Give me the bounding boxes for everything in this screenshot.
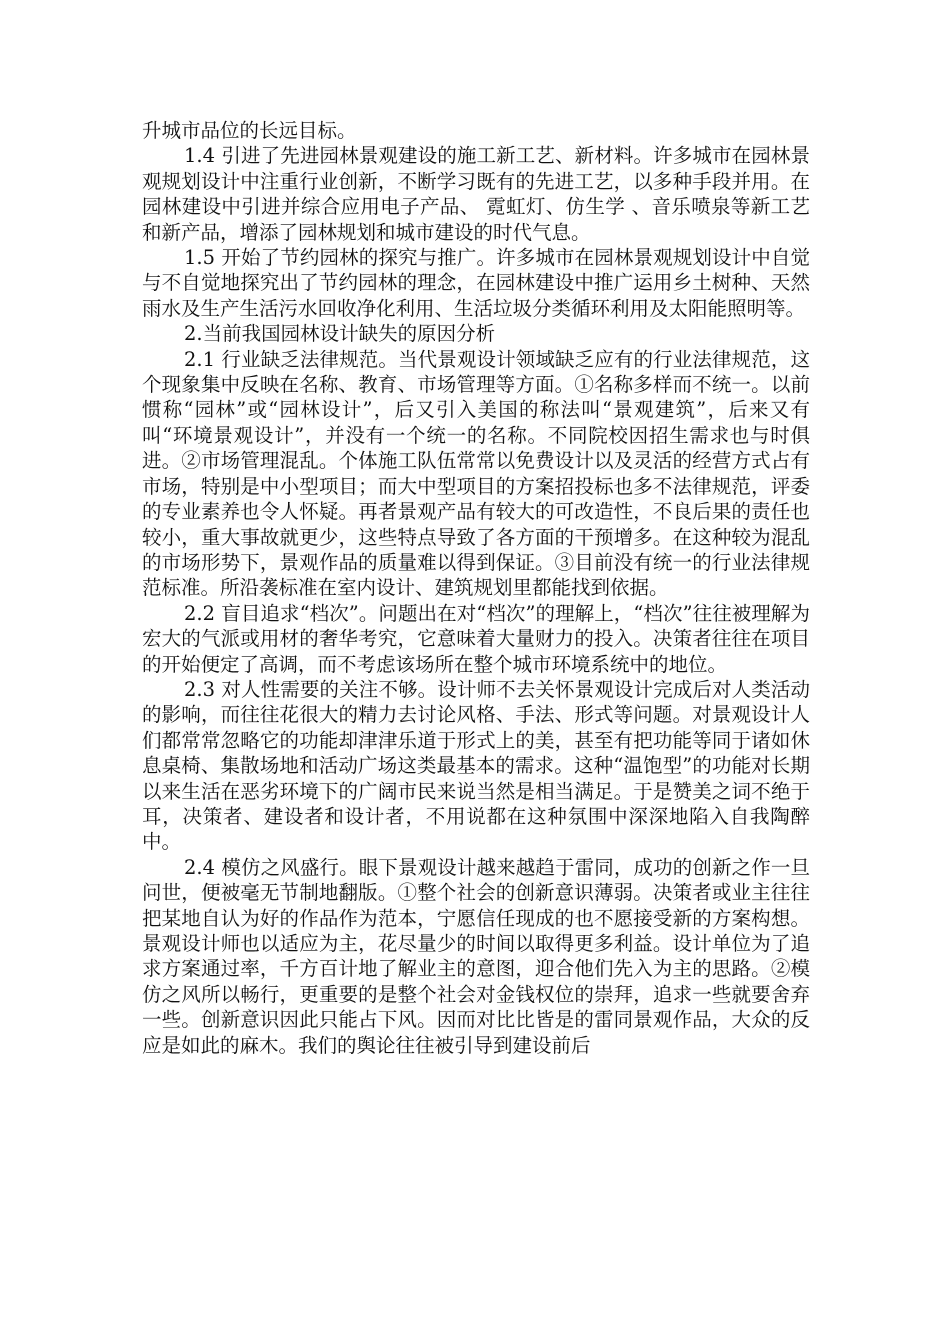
paragraph-2-4: 2.4 模仿之风盛行。眼下景观设计越来越趋于雷同，成功的创新之作一旦问世，便被毫无节制地翻版。①整个社会的创新意识薄弱。决策者或业主往往把某地自认为好的作品作为范本，宁愿信任现成的也不愿接受新的方案构想。景观设计师也以适应为主，花尽量少的时间以取得更多利益。设计单位为了追求方案通过率，千方百计地了解业主的意图，迎合他们先入为主的思路。②模仿之风所以畅行，更重要的是整个社会对金钱权位的崇拜，追求一些就要舍弃一些。创新意识因此只能占下风。因而对比比皆是的雷同景观作品，大众的反应是如此的麻木。我们的舆论往往被引导到建设前后	[142, 855, 810, 1057]
paragraph-1-5: 1.5 开始了节约园林的探究与推广。许多城市在园林景观规划设计中自觉与不自觉地探究出了节约园林的理念，在园林建设中推广运用乡土树种、天然雨水及生产生活污水回收净化利用、生活垃圾分类循环利用及太阳能照明等。	[142, 246, 810, 320]
paragraph-2-3: 2.3 对人性需要的关注不够。设计师不去关怀景观设计完成后对人类活动的影响，而往往花很大的精力去讨论风格、手法、形式等问题。对景观设计人们都常常忽略它的功能却津津乐道于形式上的美，甚至有把功能等同于诸如休息桌椅、集散场地和活动广场这类最基本的需求。这种“温饱型”的功能对长期以来生活在恶劣环境下的广阔市民来说当然是相当满足。于是赞美之词不绝于耳，决策者、建设者和设计者，不用说都在这种氛围中深深地陷入自我陶醉中。	[142, 677, 810, 854]
paragraph-2-2: 2.2 盲目追求“档次”。问题出在对“档次”的理解上，“档次”往往被理解为宏大的气派或用材的奢华考究，它意味着大量财力的投入。决策者往往在项目的开始便定了高调，而不考虑该场所在整个城市环境系统中的地位。	[142, 601, 810, 676]
paragraph-1-4: 1.4 引进了先进园林景观建设的施工新工艺、新材料。许多城市在园林景观规划设计中注重行业创新，不断学习既有的先进工艺，以多种手段并用。在园林建设中引进并综合应用电子产品、 霓虹灯、仿生学 、音乐喷泉等新工艺和新产品，增添了园林规划和城市建设的时代气息。	[142, 144, 810, 244]
section-heading-2: 2.当前我国园林设计缺失的原因分析	[184, 322, 496, 346]
paragraph-2-1: 2.1 行业缺乏法律规范。当代景观设计领域缺乏应有的行业法律规范，这个现象集中反映在名称、教育、市场管理等方面。①名称多样而不统一。以前惯称“园林”或“园林设计”，后又引入美国的称法叫“景观建筑”，后来又有叫“环境景观设计”，并没有一个统一的名称。不同院校因招生需求也与时俱进。②市场管理混乱。个体施工队伍常常以免费设计以及灵活的经营方式占有市场，特别是中小型项目；而大中型项目的方案招投标也多不法律规范，评委的专业素养也令人怀疑。再者景观产品有较大的可改造性，不良后果的责任也较小，重大事故就更少，这些特点导致了各方面的干预增多。在这种较为混乱的市场形势下，景观作品的质量难以得到保证。③目前没有统一的行业法律规范标准。所沿袭标准在室内设计、建筑规划里都能找到依据。	[142, 347, 810, 600]
paragraph-continuation: 升城市品位的长远目标。	[142, 119, 357, 142]
document-body	[142, 118, 810, 1058]
